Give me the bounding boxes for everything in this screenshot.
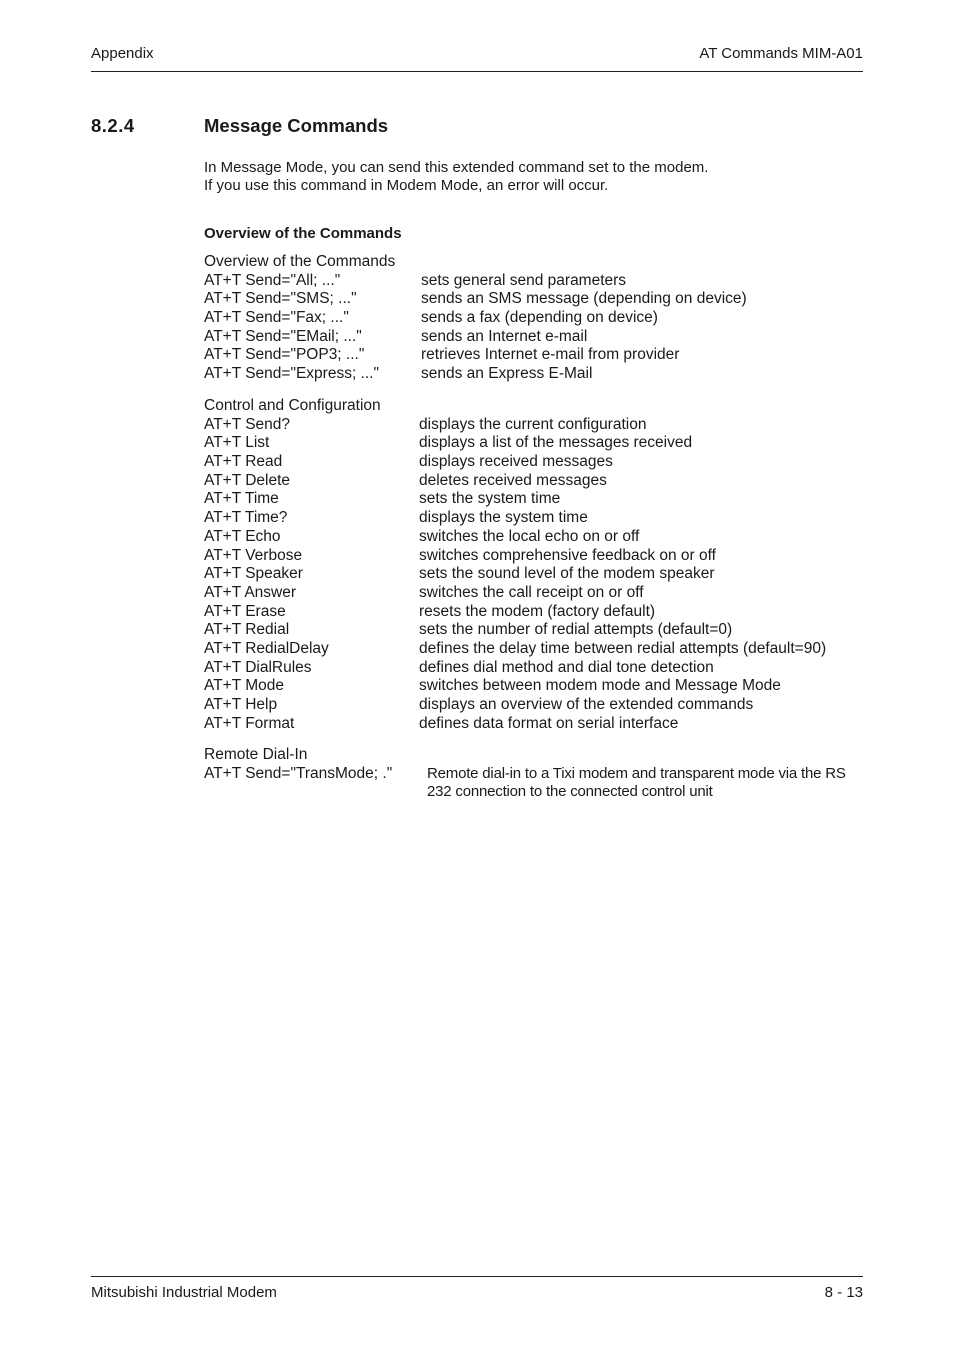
command-row	[204, 659, 864, 678]
group-title: Overview of the Commands	[204, 253, 396, 270]
command-name: AT+T Send="Express; ..."	[204, 365, 379, 383]
command-row	[204, 696, 864, 715]
page-number: 8 - 13	[824, 1284, 863, 1301]
command-description: defines dial method and dial tone detection	[419, 658, 714, 676]
command-name: AT+T Answer	[204, 583, 297, 601]
command-name: AT+T Time	[204, 490, 279, 508]
command-row	[204, 565, 864, 584]
command-description: switches between modem mode and Message Mode	[419, 677, 781, 695]
command-row	[204, 365, 864, 384]
command-name: AT+T Send="TransMode; ."	[204, 764, 393, 782]
command-row	[204, 621, 864, 640]
header-chapter: Appendix	[91, 45, 154, 62]
intro-line: In Message Mode, you can send this extended command set to the modem.	[204, 159, 709, 176]
command-name: AT+T Send="All; ..."	[204, 271, 341, 289]
subheading: Overview of the Commands	[204, 225, 402, 242]
command-name: AT+T RedialDelay	[204, 639, 329, 657]
command-row	[204, 490, 864, 509]
command-row	[204, 272, 864, 291]
command-description: retrieves Internet e-mail from provider	[421, 346, 680, 364]
command-description: sets the number of redial attempts (default=0)	[419, 621, 733, 639]
header-divider	[91, 71, 863, 72]
command-name: AT+T Verbose	[204, 546, 303, 564]
command-description: Remote dial-in to a Tixi modem and transparent mode via the RS 232 connection to the connected control unit	[427, 764, 846, 801]
command-name: AT+T Read	[204, 453, 283, 471]
command-name: AT+T Send="POP3; ..."	[204, 346, 365, 364]
command-name: AT+T Erase	[204, 602, 286, 620]
command-name: AT+T Time?	[204, 509, 288, 527]
command-name: AT+T Send="EMail; ..."	[204, 327, 362, 345]
command-description: switches the local echo on or off	[419, 527, 640, 545]
command-row	[204, 434, 864, 453]
command-name: AT+T Echo	[204, 527, 281, 545]
command-name: AT+T Send?	[204, 415, 291, 433]
command-description: sets general send parameters	[421, 271, 627, 289]
command-row	[204, 509, 864, 528]
command-group-remote-dial-in	[204, 746, 864, 802]
command-row	[204, 765, 864, 802]
command-description: switches comprehensive feedback on or off	[419, 546, 716, 564]
command-row	[204, 547, 864, 566]
command-description: displays a list of the messages received	[419, 434, 693, 452]
command-row	[204, 416, 864, 435]
command-description: defines data format on serial interface	[419, 714, 679, 732]
command-name: AT+T Format	[204, 714, 295, 732]
command-row	[204, 528, 864, 547]
group-title: Remote Dial-In	[204, 746, 308, 763]
command-description: switches the call receipt on or off	[419, 583, 644, 601]
command-row	[204, 584, 864, 603]
command-name: AT+T Send="SMS; ..."	[204, 290, 357, 308]
command-description: displays received messages	[419, 453, 613, 471]
command-name: AT+T Redial	[204, 621, 290, 639]
command-description: deletes received messages	[419, 471, 607, 489]
section-number: 8.2.4	[91, 115, 135, 136]
command-name: AT+T Speaker	[204, 565, 303, 583]
command-description: sends a fax (depending on device)	[421, 309, 658, 327]
command-description: displays the current configuration	[419, 415, 647, 433]
command-group-control	[204, 397, 864, 733]
command-description: defines the delay time between redial attempts (default=90)	[419, 639, 827, 657]
command-row	[204, 290, 864, 309]
command-name: AT+T Mode	[204, 677, 284, 695]
command-name: AT+T Send="Fax; ..."	[204, 309, 349, 327]
command-description: resets the modem (factory default)	[419, 602, 656, 620]
command-name: AT+T DialRules	[204, 658, 312, 676]
command-group-overview	[204, 253, 864, 384]
command-row	[204, 346, 864, 365]
footer-product-name: Mitsubishi Industrial Modem	[91, 1284, 277, 1301]
section-title: Message Commands	[204, 115, 389, 136]
command-row	[204, 309, 864, 328]
command-name: AT+T Help	[204, 696, 278, 714]
group-title: Control and Configuration	[204, 397, 381, 414]
command-row	[204, 328, 864, 347]
command-description: displays an overview of the extended commands	[419, 696, 754, 714]
command-description: sends an Internet e-mail	[421, 327, 588, 345]
intro-line: If you use this command in Modem Mode, an error will occur.	[204, 177, 609, 194]
command-row	[204, 603, 864, 622]
command-description: sets the system time	[419, 490, 561, 508]
command-name: AT+T List	[204, 434, 270, 452]
command-row	[204, 640, 864, 659]
command-description: sends an SMS message (depending on device)	[421, 290, 747, 308]
footer-divider	[91, 1276, 863, 1277]
header-document-title: AT Commands MIM-A01	[699, 45, 863, 62]
command-description: sets the sound level of the modem speaker	[419, 565, 715, 583]
command-row	[204, 677, 864, 696]
command-name: AT+T Delete	[204, 471, 291, 489]
command-description: sends an Express E-Mail	[421, 365, 593, 383]
intro-paragraph	[204, 159, 708, 195]
command-row	[204, 453, 864, 472]
command-description: displays the system time	[419, 509, 588, 527]
command-row	[204, 715, 864, 734]
command-row	[204, 472, 864, 491]
